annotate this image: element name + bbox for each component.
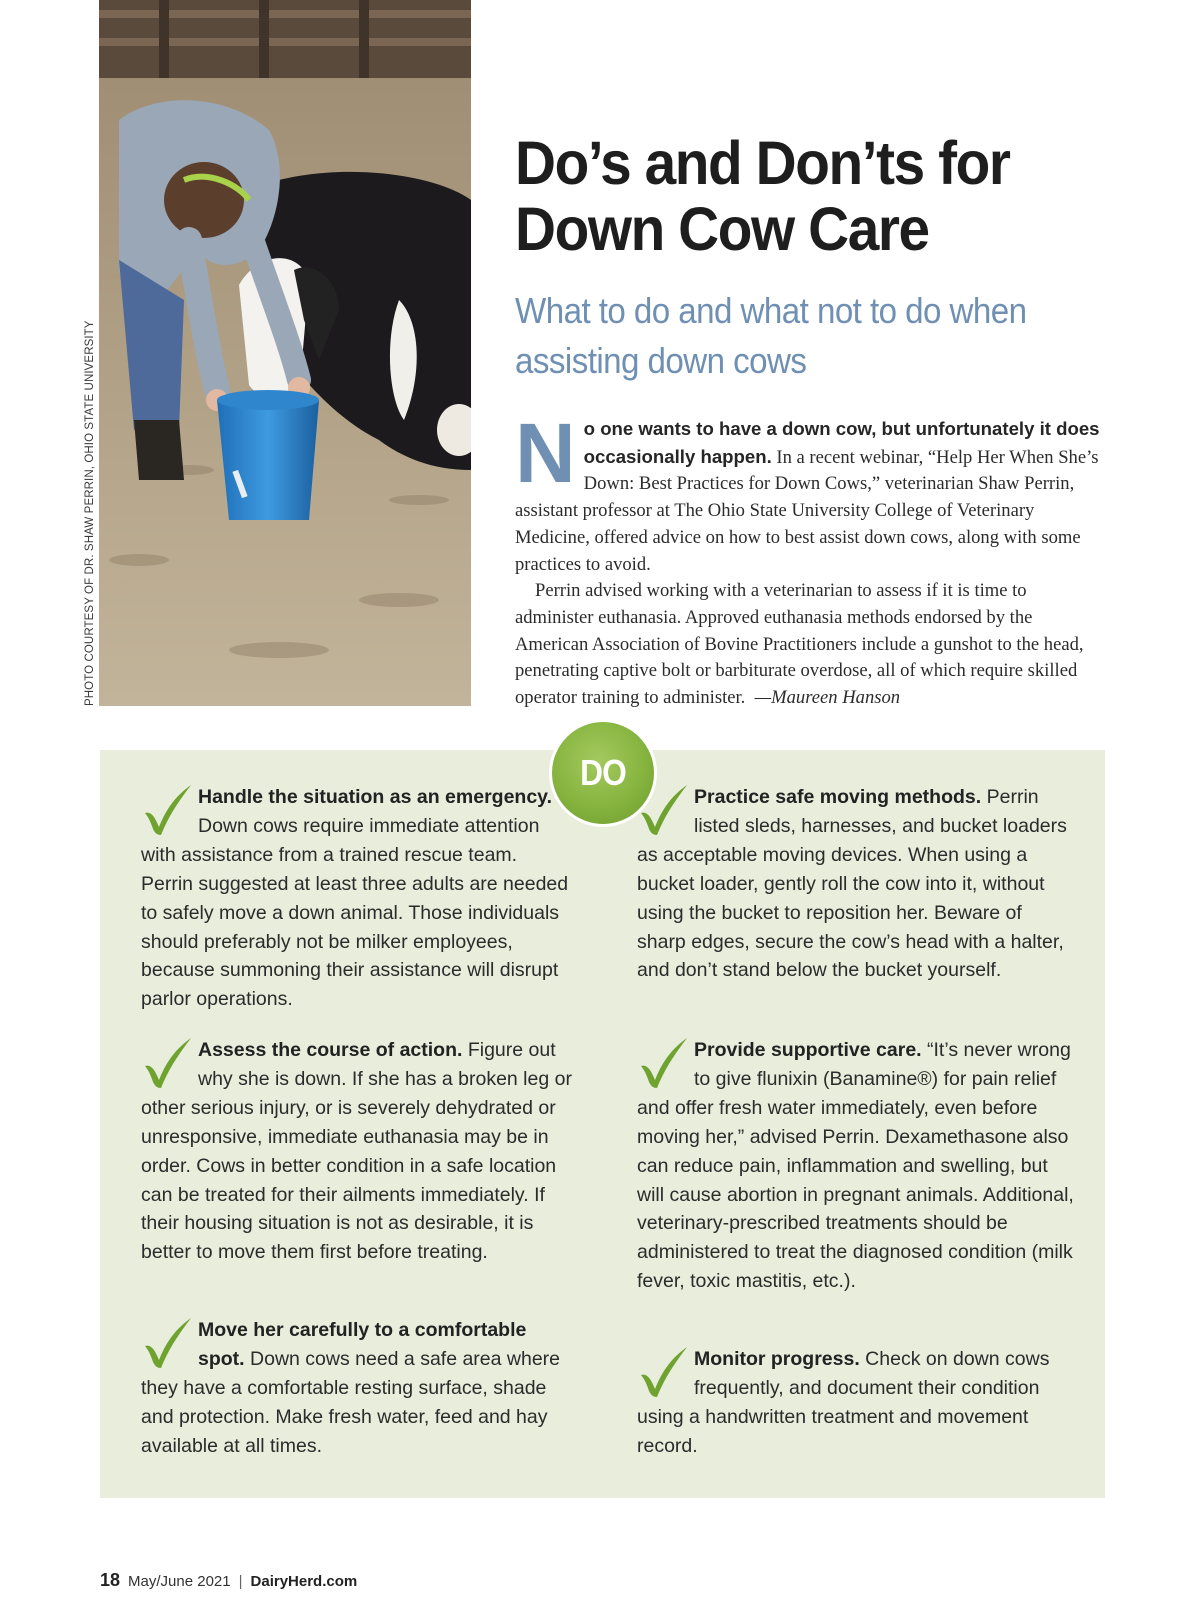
do-badge-label: DO (580, 752, 626, 793)
do-item (141, 1036, 573, 1267)
do-item-body: Check on down cows frequently, and document their condition using a handwritten treatment and movement record. (637, 1348, 1050, 1457)
page-number: 18 (100, 1570, 121, 1590)
do-item-heading: Provide supportive care. (694, 1039, 922, 1061)
site-link[interactable]: DairyHerd.com (250, 1573, 358, 1590)
article-subtitle: What to do and what not to do when assisting down cows (515, 290, 1027, 381)
footer-separator: | (238, 1573, 243, 1590)
check-icon (141, 1036, 198, 1092)
do-item-body: “It’s never wrong to give flunixin (Banamine®) for pain relief and offer fresh water immediately, even before moving her,” advised Perrin. Dexamethasone also can reduce pain, inflammation and swelling, but will cause abortion in pregnant animals. Additional, veterinary-prescribed treatments should be administered to treat the diagnosed condition (milk fever, toxic mastitis, etc.). (637, 1039, 1074, 1293)
do-item-body: Figure out why she is down. If she has a broken leg or other serious injury, or is severely dehydrated or unresponsive, immediate euthanasia may be in order. Cows in better condition in a safe location can be treated for their ailments immediately. If their housing situation is not as desirable, it is better to move them first before treating. (141, 1039, 572, 1264)
do-item-heading: Practice safe moving methods. (694, 786, 982, 808)
check-icon (637, 1345, 694, 1401)
issue-date: May/June 2021 (128, 1573, 231, 1590)
intro-paragraph-1 (515, 406, 1107, 578)
do-item-body: Down cows require immediate attention with assistance from a trained rescue team. Perrin suggested at least three adults are needed to safely move a down animal. Those individuals should preferably not be milker employees, because summoning their assistance will disrupt parlor operations. (141, 814, 569, 1011)
cow-feeding-photo-illustration (99, 0, 471, 706)
byline: —Maureen Hanson (754, 687, 901, 709)
page-footer (100, 1570, 357, 1591)
do-item (141, 1316, 573, 1461)
intro-lead: o one wants to have a down cow, but unfortunately it does occasionally happen. (583, 418, 1100, 467)
do-item-body: Perrin listed sleds, harnesses, and bucket loaders as acceptable moving devices. When using a bucket loader, gently roll the cow into it, without using the bucket to reposition her. Beware of sharp edges, secure the cow’s head with a halter, and don’t stand below the bucket yourself. (637, 786, 1067, 982)
check-icon (141, 1316, 198, 1372)
do-item (637, 1345, 1075, 1461)
article-photo (99, 0, 471, 706)
do-item (637, 1036, 1075, 1296)
do-item-heading: Assess the course of action. (198, 1039, 463, 1061)
intro-paragraph-2 (515, 578, 1107, 712)
photo-credit: PHOTO COURTESY OF DR. SHAW PERRIN, OHIO STATE UNIVERSITY (84, 320, 96, 706)
check-icon (637, 1036, 694, 1092)
drop-cap: N (515, 406, 576, 500)
do-item-heading: Handle the situation as an emergency. (198, 786, 552, 808)
do-item-heading: Monitor progress. (694, 1348, 860, 1370)
check-icon (637, 783, 694, 839)
article-intro (515, 406, 1107, 712)
do-item-heading: Move her carefully to a comfortable spot. (198, 1319, 527, 1370)
article-title: Do’s and Don’ts for Down Cow Care (515, 129, 1010, 263)
do-item (141, 783, 573, 1014)
intro-text-1: In a recent webinar, “Help Her When She’s Down: Best Practices for Down Cows,” veterinarian Shaw Perrin, assistant professor at The Ohio State University College of Veterinary Medicine, offered advice on how to best assist down cows, along with some practices to avoid. (515, 446, 1099, 575)
check-icon (141, 783, 198, 839)
do-item-body: Down cows need a safe area where they have a comfortable resting surface, shade and protection. Make fresh water, feed and hay available at all times. (141, 1347, 561, 1457)
do-item (637, 783, 1075, 985)
intro-text-2: Perrin advised working with a veterinarian to assess if it is time to administer euthanasia. Approved euthanasia methods endorsed by the American Association of Bovine Practitioners include a gunshot to the head, penetrating captive bolt or barbiturate overdose, all of which require skilled operator training to administer. (515, 580, 1084, 709)
